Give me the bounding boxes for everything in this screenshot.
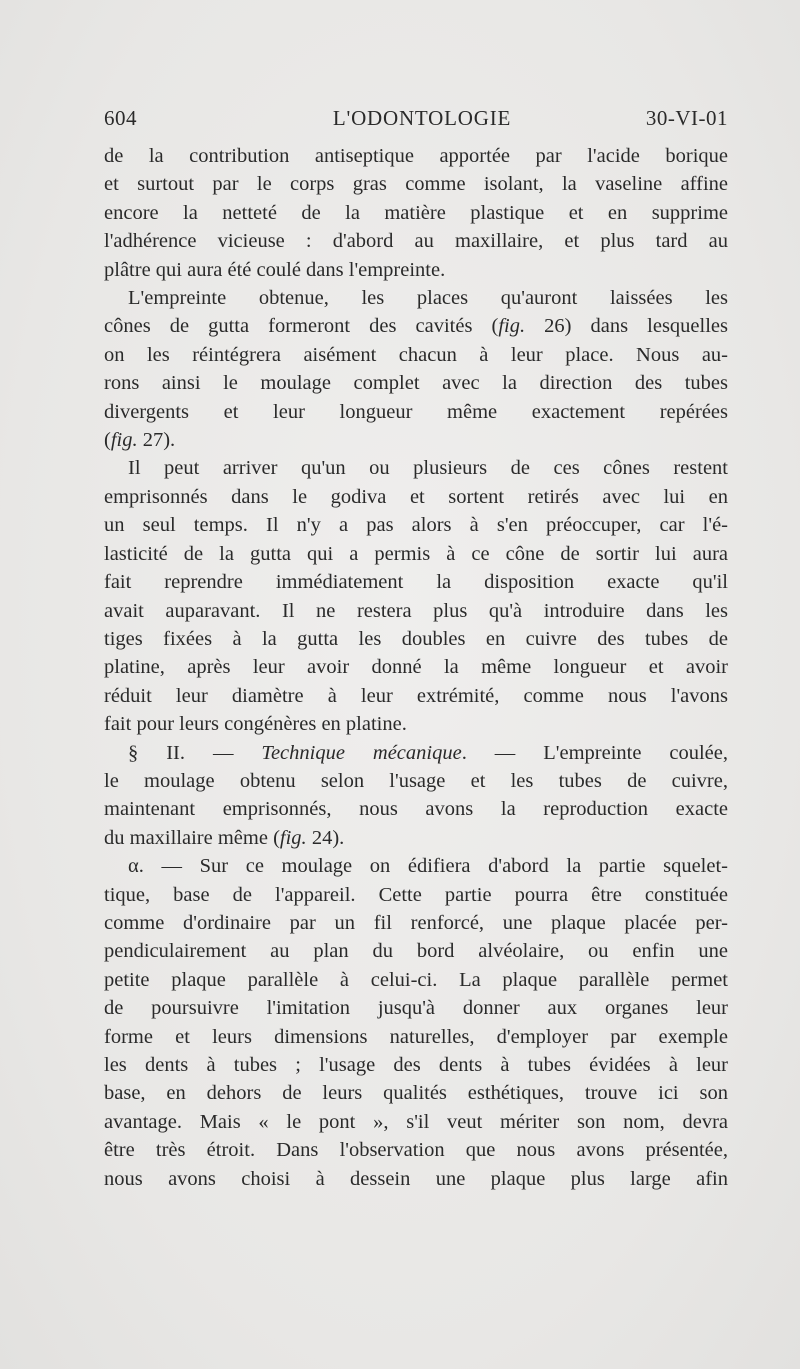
text-line: du maxillaire même (fig. 24). xyxy=(104,826,345,849)
running-head xyxy=(104,106,728,136)
text-line: maintenant emprisonnés, nous avons la reproduction exacte xyxy=(104,798,728,821)
text-line: divergents et leur longueur même exactement repérées xyxy=(104,400,728,423)
page-number: 604 xyxy=(104,106,137,130)
text-line: cônes de gutta formeront des cavités (fig. 26) dans lesquelles xyxy=(104,315,728,338)
body-text xyxy=(104,142,728,1193)
text-line: forme et leurs dimensions naturelles, d'employer par exemple xyxy=(104,1025,728,1048)
text-line: avantage. Mais « le pont », s'il veut mériter son nom, devra xyxy=(104,1110,728,1133)
text-line: de la contribution antiseptique apportée par l'acide borique xyxy=(104,145,728,167)
paragraph-first-line: L'empreinte obtenue, les places qu'auront laissées les xyxy=(128,287,728,310)
text-line: l'adhérence vicieuse : d'abord au maxillaire, et plus tard au xyxy=(104,230,728,253)
text-line: le moulage obtenu selon l'usage et les tubes de cuivre, xyxy=(104,769,728,792)
paragraph-first-line: Il peut arriver qu'un ou plusieurs de ces cônes restent xyxy=(128,457,728,480)
section-heading-line: § II. — Technique mécanique. — L'empreinte coulée, xyxy=(128,741,729,764)
text-line: avait auparavant. Il ne restera plus qu'à introduire dans les xyxy=(104,599,728,622)
text-line: lasticité de la gutta qui a permis à ce cône de sortir lui aura xyxy=(104,542,728,565)
text-line: encore la netteté de la matière plastique et en supprime xyxy=(104,201,728,224)
text-line: nous avons choisi à dessein une plaque plus large afin xyxy=(104,1167,728,1190)
text-line: un seul temps. Il n'y a pas alors à s'en préoccuper, car l'é- xyxy=(104,514,728,537)
text-line: pendiculairement au plan du bord alvéolaire, ou enfin une xyxy=(104,940,728,963)
text-line: tiges fixées à la gutta les doubles en cuivre des tubes de xyxy=(104,627,728,650)
text-line: petite plaque parallèle à celui-ci. La plaque parallèle permet xyxy=(104,968,728,991)
text-line: base, en dehors de leurs qualités esthétiques, trouve ici son xyxy=(104,1082,728,1105)
text-line: (fig. 27). xyxy=(104,429,176,452)
text-line: rons ainsi le moulage complet avec la direction des tubes xyxy=(104,372,728,395)
text-line: tique, base de l'appareil. Cette partie pourra être constituée xyxy=(104,883,728,906)
paragraph-first-line: α. — Sur ce moulage on édifiera d'abord la partie squelet- xyxy=(128,855,728,878)
text-line: emprisonnés dans le godiva et sortent retirés avec lui en xyxy=(104,485,728,508)
text-line: fait reprendre immédiatement la disposition exacte qu'il xyxy=(104,571,728,594)
text-line: fait pour leurs congénères en platine. xyxy=(104,713,407,736)
text-line: comme d'ordinaire par un fil renforcé, une plaque placée per- xyxy=(104,911,728,934)
text-line: plâtre qui aura été coulé dans l'empreinte. xyxy=(104,258,446,281)
text-line: on les réintégrera aisément chacun à leur place. Nous au- xyxy=(104,343,728,366)
text-line: platine, après leur avoir donné la même longueur et avoir xyxy=(104,656,728,679)
text-line: les dents à tubes ; l'usage des dents à tubes évidées à leur xyxy=(104,1054,728,1076)
journal-title: L'ODONTOLOGIE xyxy=(332,106,512,130)
text-line: être très étroit. Dans l'observation que nous avons présentée, xyxy=(104,1139,728,1162)
text-line: et surtout par le corps gras comme isolant, la vaseline affine xyxy=(104,173,728,196)
issue-date: 30-VI-01 xyxy=(645,106,728,130)
text-line: réduit leur diamètre à leur extrémité, comme nous l'avons xyxy=(104,684,728,707)
text-line: de poursuivre l'imitation jusqu'à donner aux organes leur xyxy=(104,997,728,1020)
